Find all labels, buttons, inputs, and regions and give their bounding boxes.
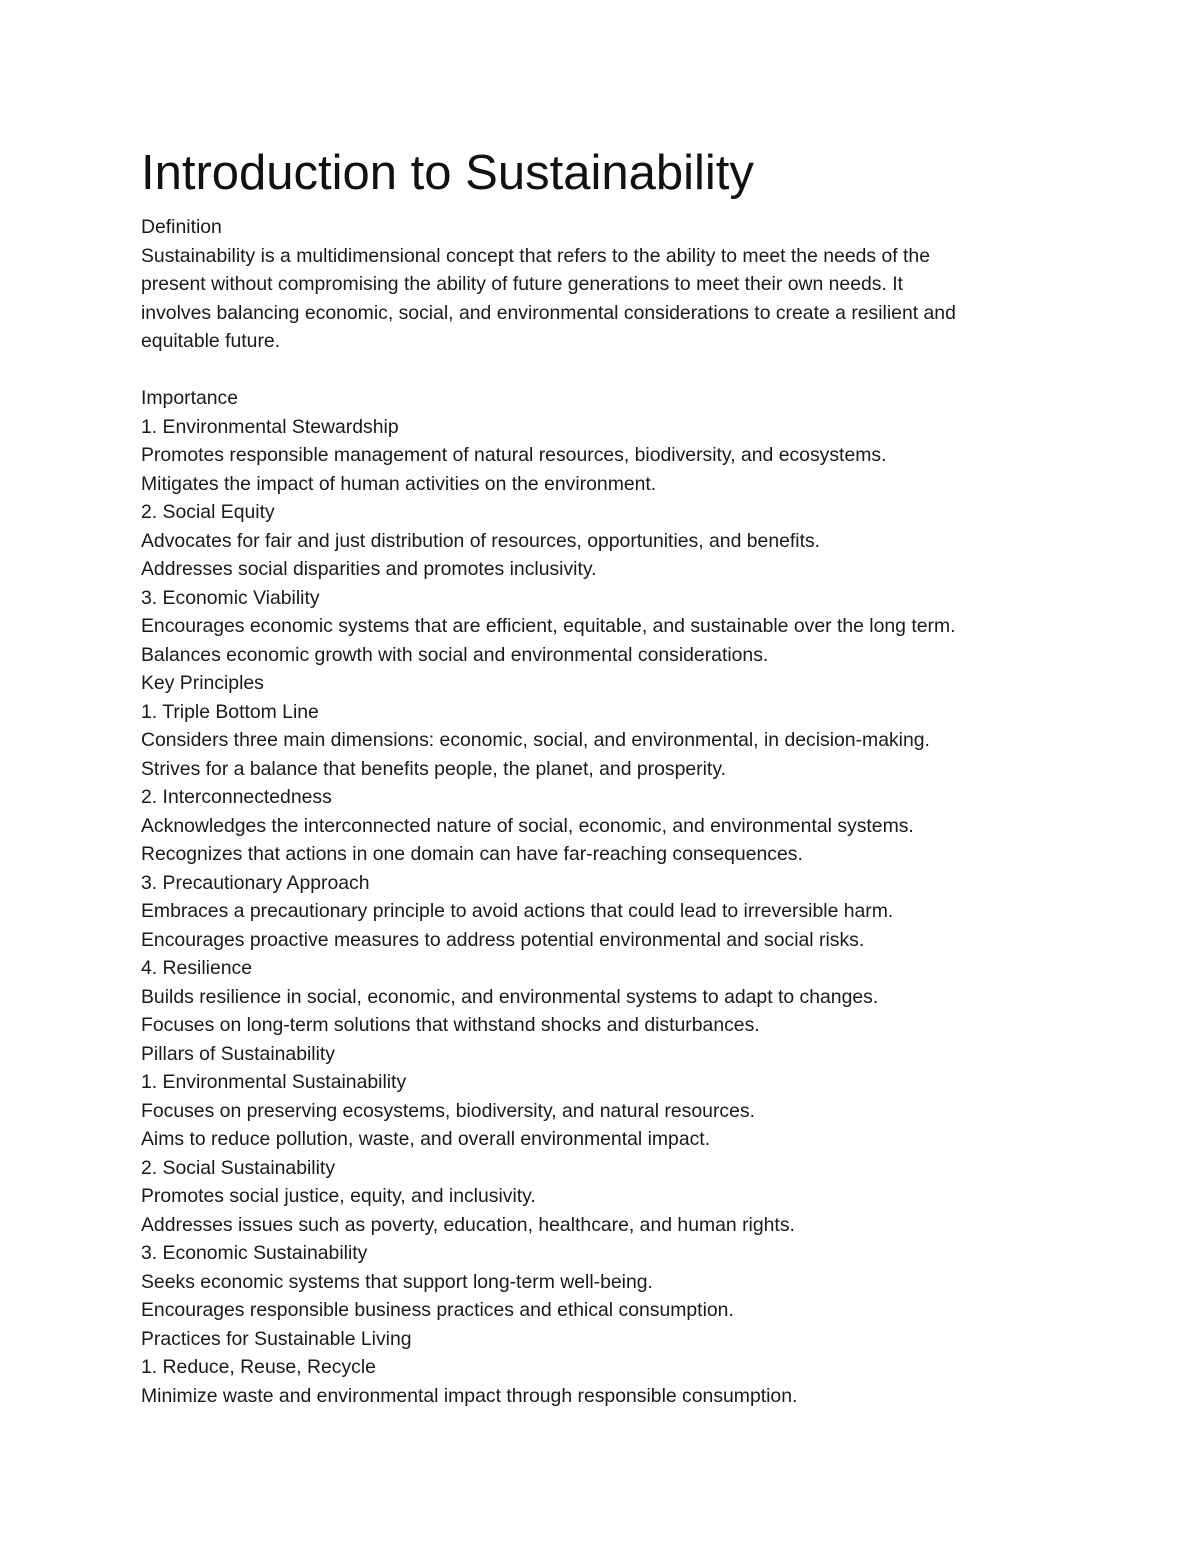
importance-item-point: Encourages economic systems that are efficient, equitable, and sustainable over the long term. — [141, 615, 956, 637]
principle-item-label: 3. Precautionary Approach — [141, 871, 370, 894]
definition-line: involves balancing economic, social, and environmental considerations to create a resilient and — [141, 301, 956, 324]
principle-item-label: 1. Triple Bottom Line — [141, 700, 319, 723]
principles-heading: Key Principles — [141, 672, 264, 694]
importance-item-point: Balances economic growth with social and environmental considerations. — [141, 643, 769, 666]
importance-item-point: Promotes responsible management of natural resources, biodiversity, and ecosystems. — [141, 444, 887, 466]
definition-line: Sustainability is a multidimensional concept that refers to the ability to meet the needs of the — [141, 244, 930, 267]
principle-item-point: Embraces a precautionary principle to avoid actions that could lead to irreversible harm. — [141, 900, 894, 922]
importance-item-label: 2. Social Equity — [141, 501, 275, 523]
principle-item-point: Recognizes that actions in one domain can have far-reaching consequences. — [141, 843, 803, 865]
importance-heading: Importance — [141, 387, 239, 409]
pillar-item-point: Focuses on preserving ecosystems, biodiversity, and natural resources. — [141, 1099, 755, 1122]
importance-item-label: 3. Economic Viability — [141, 586, 320, 609]
blank-line — [141, 356, 1061, 385]
pillar-item-label: 3. Economic Sustainability — [141, 1242, 368, 1264]
pillar-item-point: Addresses issues such as poverty, education, healthcare, and human rights. — [141, 1213, 795, 1236]
practice-item-label: 1. Reduce, Reuse, Recycle — [141, 1356, 376, 1378]
definition-heading: Definition — [141, 216, 222, 238]
pillar-item-point: Seeks economic systems that support long-term well-being. — [141, 1270, 653, 1293]
pillar-item-point: Aims to reduce pollution, waste, and overall environmental impact. — [141, 1128, 711, 1150]
principle-item-point: Considers three main dimensions: economic, social, and environmental, in decision-making. — [141, 729, 930, 751]
principle-item-point: Builds resilience in social, economic, and environmental systems to adapt to changes. — [141, 985, 879, 1008]
document-title: Introduction to Sustainability — [141, 146, 754, 200]
importance-item-point: Mitigates the impact of human activities on the environment. — [141, 472, 657, 495]
principle-item-point: Acknowledges the interconnected nature of social, economic, and environmental systems. — [141, 814, 914, 837]
pillar-item-label: 2. Social Sustainability — [141, 1156, 336, 1179]
principle-item-label: 2. Interconnectedness — [141, 786, 332, 808]
document-body — [141, 213, 1061, 1410]
importance-item-point: Advocates for fair and just distribution of resources, opportunities, and benefits. — [141, 529, 821, 552]
principle-item-point: Encourages proactive measures to address potential environmental and social risks. — [141, 928, 865, 951]
definition-line: present without compromising the ability of future generations to meet their own needs. It — [141, 273, 904, 295]
principle-item-point: Focuses on long-term solutions that withstand shocks and disturbances. — [141, 1014, 760, 1036]
definition-line: equitable future. — [141, 330, 281, 352]
practices-heading: Practices for Sustainable Living — [141, 1327, 412, 1350]
importance-item-label: 1. Environmental Stewardship — [141, 415, 399, 438]
principle-item-point: Strives for a balance that benefits people, the planet, and prosperity. — [141, 757, 726, 780]
pillars-heading: Pillars of Sustainability — [141, 1042, 335, 1065]
importance-item-point: Addresses social disparities and promotes inclusivity. — [141, 558, 597, 580]
pillar-item-label: 1. Environmental Sustainability — [141, 1071, 407, 1093]
pillar-item-point: Encourages responsible business practices and ethical consumption. — [141, 1299, 734, 1321]
practice-item-point: Minimize waste and environmental impact through responsible consumption. — [141, 1384, 798, 1407]
pillar-item-point: Promotes social justice, equity, and inclusivity. — [141, 1185, 536, 1207]
principle-item-label: 4. Resilience — [141, 957, 253, 979]
